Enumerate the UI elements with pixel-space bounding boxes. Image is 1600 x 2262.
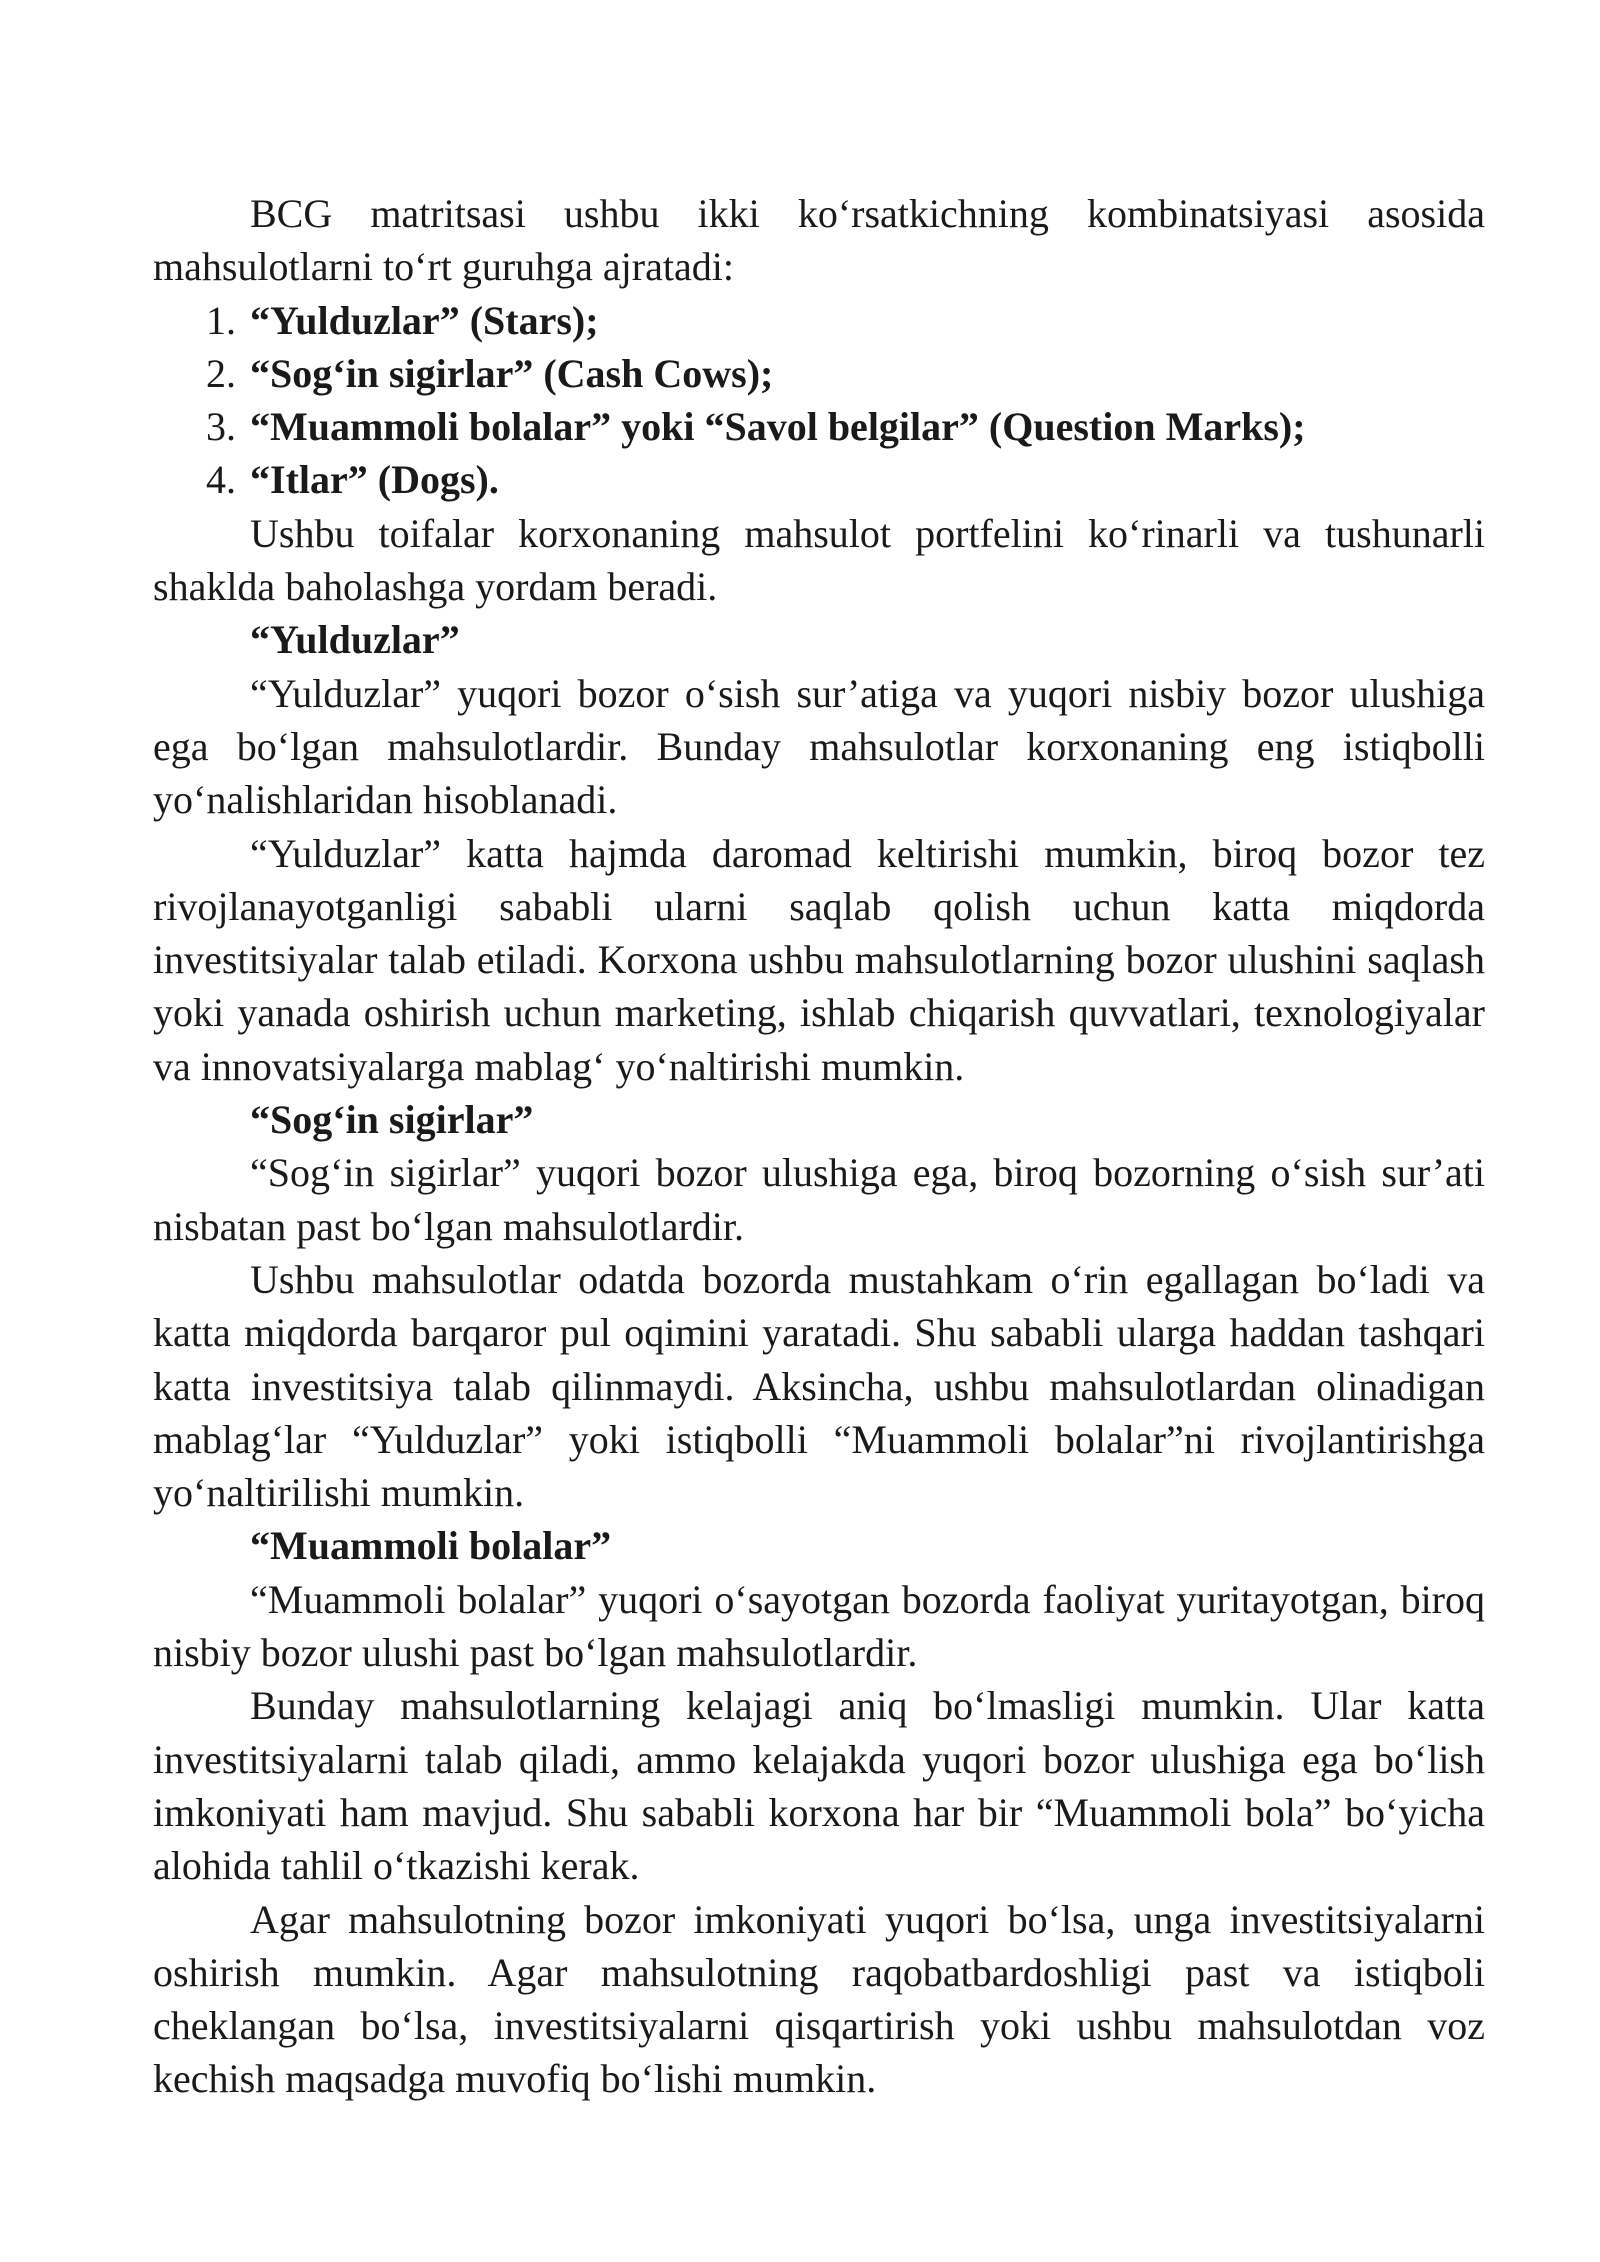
intro-paragraph: BCG matritsasi ushbu ikki ko‘rsatkichning kombinatsiyasi asosida mahsulotlarni to‘rt guruhga ajratadi: (153, 191, 1485, 290)
list-item (153, 400, 1485, 453)
stars-paragraph-1: “Yulduzlar” yuqori bozor o‘sish sur’atiga va yuqori nisbiy bozor ulushiga ega bo‘lgan mahsulotlardir. Bunday mahsulotlar korxonaning eng istiqbolli yo‘nalishlaridan hisoblanadi. (153, 670, 1485, 823)
document-page (153, 187, 1485, 2106)
list-item-text: “Yulduzlar” (Stars); (250, 297, 599, 343)
question-marks-paragraph-1: “Muammoli bolalar” yuqori o‘sayotgan bozorda faoliyat yuritayotgan, biroq nisbiy bozor ulushi past bo‘lgan mahsulotlardir. (153, 1576, 1485, 1676)
cash-cows-paragraph-2: Ushbu mahsulotlar odatda bozorda mustahkam o‘rin egallagan bo‘ladi va katta miqdorda barqaror pul oqimini yaratadi. Shu sababli ularga haddan tashqari katta investitsiya talab qilinmaydi. Aksincha, ushbu mahsulotlardan olinadigan mablag‘lar “Yulduzlar” yoki istiqbolli “Muammoli bolalar”ni rivojlantirishga yo‘naltirilishi mumkin. (153, 1256, 1485, 1516)
list-item-text: “Muammoli bolalar” yoki “Savol belgilar” (Question Marks); (250, 404, 1306, 450)
list-item-number: 4. (206, 457, 236, 503)
cash-cows-paragraph-1: “Sog‘in sigirlar” yuqori bozor ulushiga ega, biroq bozorning o‘sish sur’ati nisbatan past bo‘lgan mahsulotlardir. (153, 1150, 1485, 1249)
list-item-number: 3. (206, 404, 236, 450)
section-heading-cash-cows: “Sog‘in sigirlar” (250, 1097, 534, 1143)
list-item-number: 2. (206, 350, 236, 396)
section-heading-question-marks: “Muammoli bolalar” (250, 1523, 612, 1569)
list-item (153, 453, 1485, 506)
list-item (153, 347, 1485, 400)
question-marks-paragraph-3: Agar mahsulotning bozor imkoniyati yuqori bo‘lsa, unga investitsiyalarni oshirish mumkin. Agar mahsulotning raqobatbardoshligi past va istiqboli cheklangan bo‘lsa, investitsiyalarni qisqartirish yoki ushbu mahsulotdan voz kechish maqsadga muvofiq bo‘lishi mumkin. (153, 1896, 1485, 2102)
question-marks-paragraph-2: Bunday mahsulotlarning kelajagi aniq bo‘lmasligi mumkin. Ular katta investitsiyalarni talab qiladi, ammo kelajakda yuqori bozor ulushiga ega bo‘lish imkoniyati ham mavjud. Shu sababli korxona har bir “Muammoli bola” bo‘yicha alohida tahlil o‘tkazishi kerak. (153, 1683, 1485, 1889)
bcg-groups-list (153, 294, 1485, 507)
after-list-paragraph: Ushbu toifalar korxonaning mahsulot portfelini ko‘rinarli va tushunarli shaklda baholashga yordam beradi. (153, 510, 1485, 610)
stars-paragraph-2: “Yulduzlar” katta hajmda daromad keltirishi mumkin, biroq bozor tez rivojlanayotganligi sababli ularni saqlab qolish uchun katta miqdorda investitsiyalar talab etiladi. Korxona ushbu mahsulotlarning bozor ulushini saqlash yoki yanada oshirish uchun marketing, ishlab chiqarish quvvatlari, texnologiyalar va innovatsiyalarga mablag‘ yo‘naltirishi mumkin. (153, 830, 1485, 1089)
section-heading-stars: “Yulduzlar” (250, 617, 460, 663)
list-item-text: “Sog‘in sigirlar” (Cash Cows); (250, 350, 774, 396)
list-item-number: 1. (206, 297, 236, 343)
list-item (153, 294, 1485, 347)
list-item-text: “Itlar” (Dogs). (250, 457, 499, 503)
